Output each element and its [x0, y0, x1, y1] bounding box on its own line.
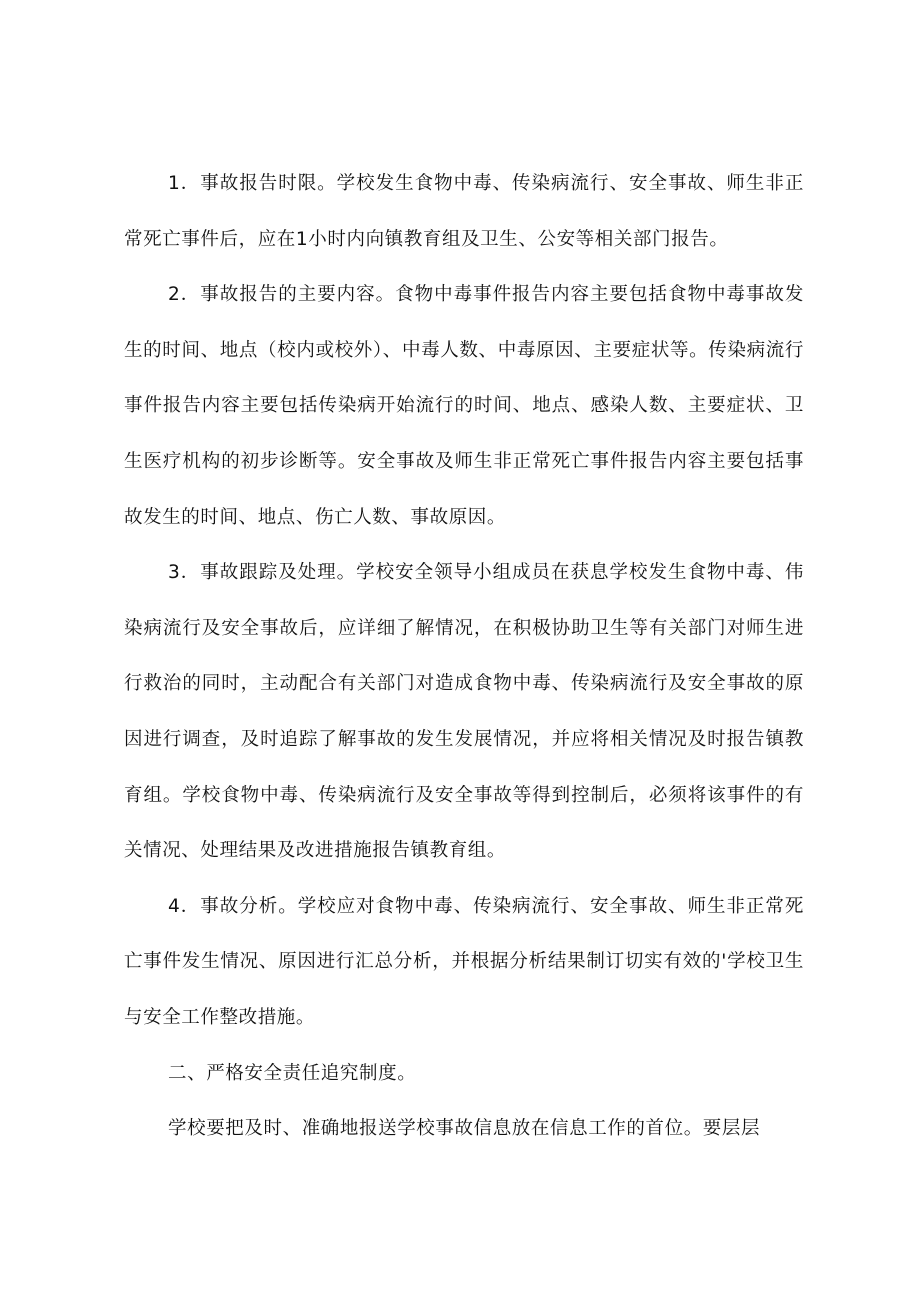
paragraph-accident-analysis: 4．事故分析。学校应对食物中毒、传染病流行、安全事故、师生非正常死亡事件发生情况、原因进行汇总分析，并根据分析结果制订切实有效的'学校卫生与安全工作整改措施。 [124, 895, 804, 1028]
section-heading-accountability: 二、严格安全责任追究制度。 [168, 1062, 417, 1084]
document-body [124, 156, 804, 1157]
paragraph-tracking-handling: 3．事故跟踪及处理。学校安全领导小组成员在获息学校发生食物中毒、伟染病流行及安全事故后，应详细了解情况，在积极协助卫生等有关部门对师生进行救治的同时，主动配合有关部门对造成食物中毒、传染病流行及安全事故的原因进行调查，及时追踪了解事故的发生发展情况，并应将相关情况及时报告镇教育组。学校食物中毒、传染病流行及安全事故等得到控制后，必须将该事件的有关情况、处理结果及改进措施报告镇教育组。 [124, 562, 804, 862]
paragraph-reporting-priority: 学校要把及时、准确地报送学校事故信息放在信息工作的首位。要层层 [168, 1118, 761, 1140]
paragraph-report-time-limit: 1．事故报告时限。学校发生食物中毒、传染病流行、安全事故、师生非正常死亡事件后，应在1小时内向镇教育组及卫生、公安等相关部门报告。 [124, 173, 804, 250]
paragraph-report-content: 2．事故报告的主要内容。食物中毒事件报告内容主要包括食物中毒事故发生的时间、地点（校内或校外）、中毒人数、中毒原因、主要症状等。传染病流行事件报告内容主要包括传染病开始流行的时间、地点、感染人数、主要症状、卫生医疗机构的初步诊断等。安全事故及师生非正常死亡事件报告内容主要包括事故发生的时间、地点、伤亡人数、事故原因。 [124, 284, 804, 528]
